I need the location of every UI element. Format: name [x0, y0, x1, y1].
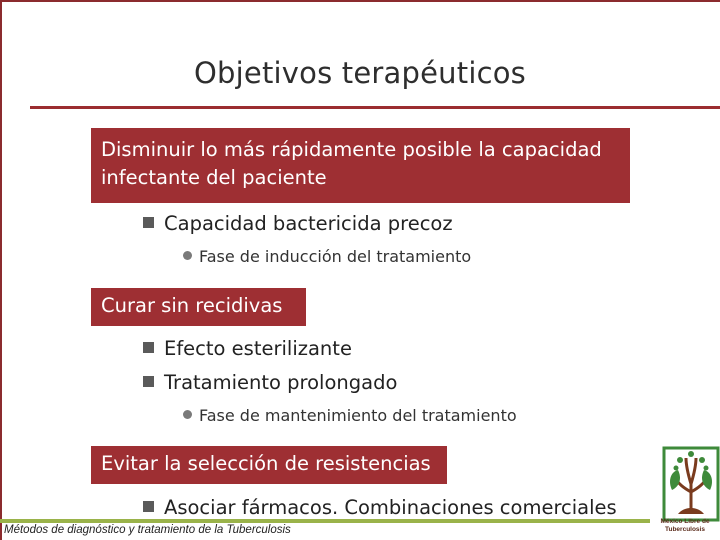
bullet-text: Capacidad bactericida precoz — [164, 212, 453, 235]
section-heading-3 — [91, 446, 447, 484]
round-bullet-icon — [183, 251, 192, 260]
section-heading-2-line-1: Curar sin recidivas — [101, 294, 283, 317]
section-heading-1-line-1: Disminuir lo más rápidamente posible la capacidad — [101, 138, 602, 161]
sub-bullet-item — [183, 406, 517, 425]
bullet-item — [143, 212, 453, 235]
footer-caption: Métodos de diagnóstico y tratamiento de la Tuberculosis — [4, 524, 291, 536]
section-heading-3-line-1: Evitar la selección de resistencias — [101, 452, 431, 475]
slide-title: Objetivos terapéuticos — [194, 56, 526, 90]
bullet-text: Tratamiento prolongado — [164, 371, 398, 394]
sub-bullet-text: Fase de mantenimiento del tratamiento — [199, 406, 517, 425]
square-bullet-icon — [143, 217, 154, 228]
square-bullet-icon — [143, 376, 154, 387]
square-bullet-icon — [143, 501, 154, 512]
section-heading-1-line-2: infectante del paciente — [101, 166, 327, 189]
logo-caption — [650, 518, 720, 534]
section-heading-1 — [91, 128, 630, 203]
footer-divider — [0, 519, 650, 523]
logo-caption-line-2: Tuberculosis — [665, 526, 705, 533]
sub-bullet-item — [183, 247, 471, 266]
bullet-text: Efecto esterilizante — [164, 337, 352, 360]
bullet-text: Asociar fármacos. Combinaciones comerciales — [164, 496, 617, 519]
square-bullet-icon — [143, 342, 154, 353]
bullet-item — [143, 496, 617, 519]
round-bullet-icon — [183, 410, 192, 419]
logo-caption-line-1: México Libre de — [660, 518, 710, 525]
bullet-item — [143, 337, 352, 360]
bullet-item — [143, 371, 397, 394]
sub-bullet-text: Fase de inducción del tratamiento — [199, 247, 472, 266]
slide-frame-top — [0, 0, 720, 2]
title-divider — [30, 106, 720, 109]
section-heading-2 — [91, 288, 306, 326]
